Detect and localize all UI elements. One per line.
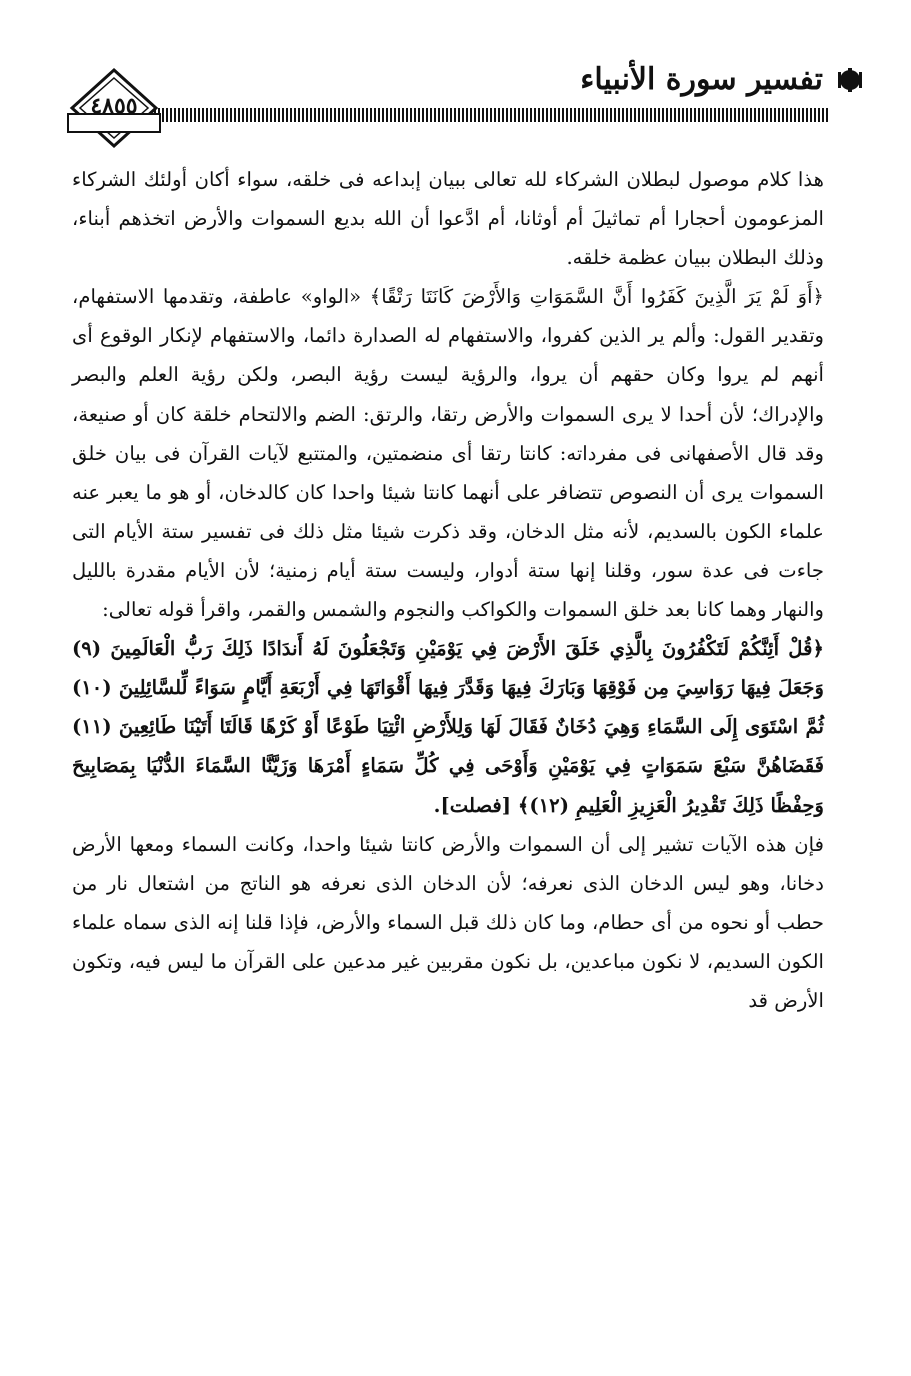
paragraph-explanation: فإن هذه الآيات تشير إلى أن السموات والأرض كانتا شيئا واحدا، وكانت السماء ومعها الأرض دخانا، وهو ليس الدخان الذى نعرفه؛ لأن الدخان الذى نعرفه هو الناتج من اشتعال نار من حطب أو نحوه من أى حطام، وما كان ذلك قبل السماء والأرض، فإذا قلنا إنه الذى سماه علماء الكون السديم، لا نكون مباعدين، بل نكون مقربين غير مدعين على القرآن ما ليس فيه، وتكون الأرض قد xyxy=(72,832,824,1012)
page-number: ٤٨٥٥ xyxy=(90,93,138,119)
header-rule xyxy=(150,108,828,122)
paragraph-intro: هذا كلام موصول لبطلان الشركاء لله تعالى ببيان إبداعه فى خلقه، سواء أكان أولئك الشركاء المزعومون أحجارا أم تماثيلَ أم أوثانا، أم ادَّعوا أن الله بديع السموات والأرض اتخذهم أبناء، وذلك البطلان ببيان عظمة خلقه. xyxy=(72,168,824,270)
page-header xyxy=(0,0,911,150)
paragraph-commentary: ﴿أَوَ لَمْ يَرَ الَّذِينَ كَفَرُوا أَنَّ السَّمَوَاتِ وَالأَرْضَ كَانَتَا رَتْقًا﴾ «الواو» عاطفة، وتقدمها الاستفهام، وتقدير القول: وألم ير الذين كفروا، والاستفهام له الصدارة دائما، والاستفهام لإنكار الوقوع أى أنهم لم يروا وكان حقهم أن يروا، والرؤية ليست رؤية البصر، ولكن رؤية العلم والبصر والإدراك؛ لأن أحدا لا يرى السموات والأرض رتقا، والرتق: الضم والالتحام خلقة كان أو صنيعة، وقد قال الأصفهانى فى مفرداته: كانتا رتقا أى منضمتين، والمتتبع لآيات القرآن فى بيان خلق السموات يرى أن النصوص تتضافر على أنهما كانتا شيئا واحدا كان كالدخان، أو هو ما يعبر عنه علماء الكون بالسديم، لأنه مثل الدخان، وقد ذكرت شيئا مثل ذلك فى تفسير ستة الأيام التى جاءت فى عدة سور، وقلنا إنها ستة أدوار، وليست ستة أيام زمنية؛ لأن الأيام مقدرة بالليل والنهار وهما كانا بعد خلق السموات والكواكب والنجوم والشمس والقمر، واقرأ قوله تعالى: xyxy=(72,285,825,622)
quran-verses: ﴿قُلْ أَئِنَّكُمْ لَتَكْفُرُونَ بِالَّذِي خَلَقَ الأَرْضَ فِي يَوْمَيْنِ وَتَجْعَلُونَ لَهُ أَندَادًا ذَلِكَ رَبُّ الْعَالَمِينَ (٩) وَجَعَلَ فِيهَا رَوَاسِيَ مِن فَوْقِهَا وَبَارَكَ فِيهَا وَقَدَّرَ فِيهَا أَقْوَاتَهَا فِي أَرْبَعَةِ أَيَّامٍ سَوَاءً لِّلسَّائِلِينَ (١٠) ثُمَّ اسْتَوَى إِلَى السَّمَاءِ وَهِيَ دُخَانٌ فَقَالَ لَهَا وَلِلأَرْضِ ائْتِيَا طَوْعًا أَوْ كَرْهًا قَالَتَا أَتَيْنَا طَائِعِينَ (١١) فَقَضَاهُنَّ سَبْعَ سَمَوَاتٍ فِي يَوْمَيْنِ وَأَوْحَى فِي كُلِّ سَمَاءٍ أَمْرَهَا وَزَيَّنَّا السَّمَاءَ الدُّنْيَا بِمَصَابِيحَ وَحِفْظًا ذَلِكَ تَقْدِيرُ الْعَزِيزِ الْعَلِيمِ (١٢)﴾ [فصلت]. xyxy=(72,637,824,817)
ornament-icon xyxy=(837,68,863,92)
page-body xyxy=(72,160,824,1020)
page-title: تفسير سورة الأنبياء xyxy=(580,62,823,97)
